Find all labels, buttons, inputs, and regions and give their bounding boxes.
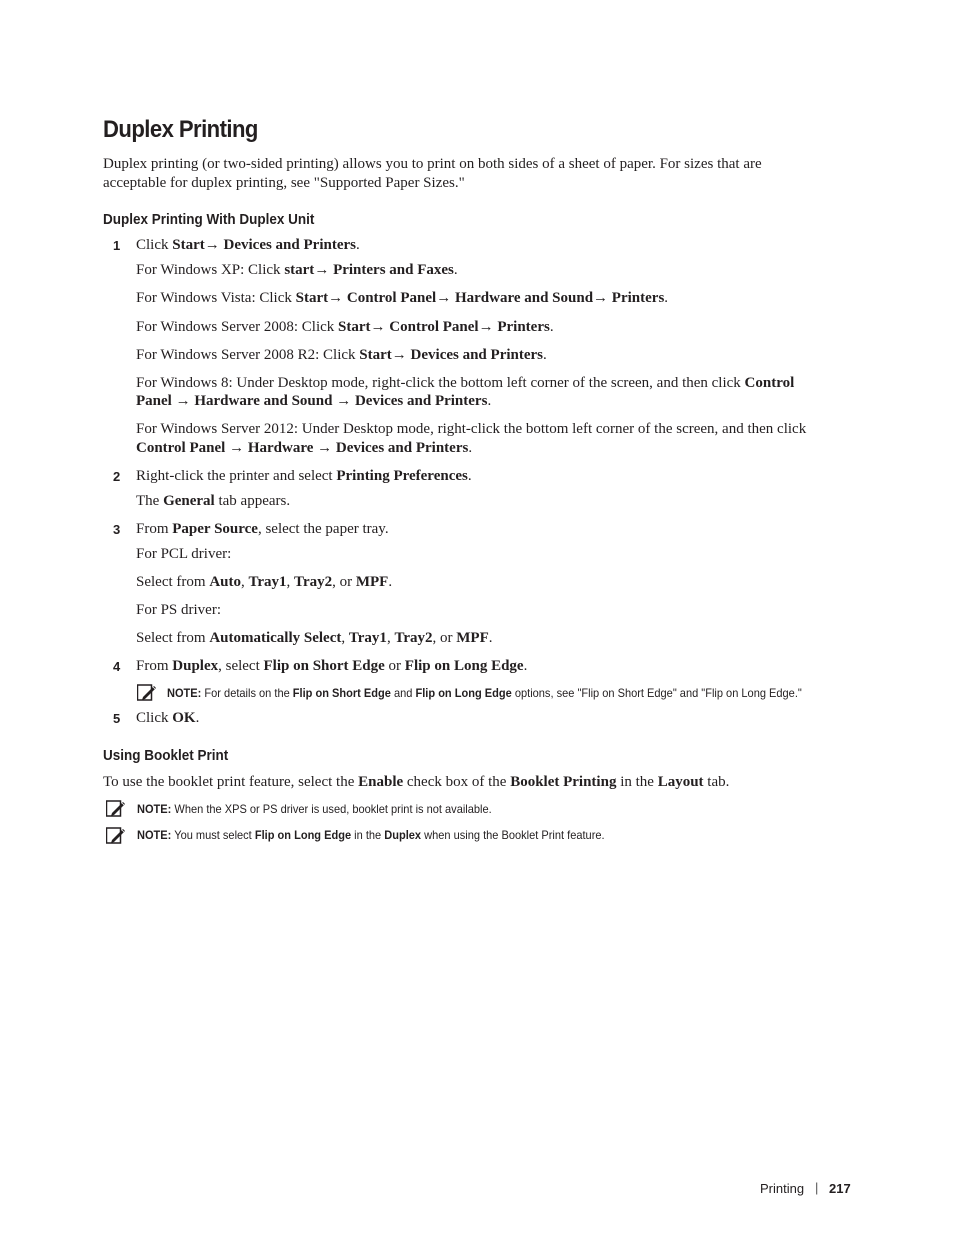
ps-driver-options: Select from Automatically Select, Tray1, Tray2, or MPF. [136, 630, 493, 646]
windows-xp-instruction: For Windows XP: Click start→ Printers and Faxes. [136, 262, 458, 278]
step-5-text: Click OK. [136, 710, 200, 726]
step-number-2: 2 [113, 469, 121, 484]
windows-server-2012-instruction-line-1: For Windows Server 2012: Under Desktop mode, right-click the bottom left corner of the screen, and then click [136, 421, 807, 437]
windows-8-instruction-line-1: For Windows 8: Under Desktop mode, right-click the bottom left corner of the screen, and then click Control [136, 375, 795, 391]
footer-separator: | [815, 1180, 819, 1195]
section-heading-duplex-unit: Duplex Printing With Duplex Unit [103, 211, 315, 228]
step-number-3: 3 [113, 522, 121, 537]
intro-line-2: acceptable for duplex printing, see "Supported Paper Sizes." [103, 175, 465, 191]
pencil-note-icon [137, 684, 157, 702]
step-4-text: From Duplex, select Flip on Short Edge or Flip on Long Edge. [136, 658, 528, 674]
intro-line-1: Duplex printing (or two-sided printing) allows you to print on both sides of a sheet of paper. For sizes that are [103, 156, 762, 172]
pencil-note-icon [106, 827, 126, 845]
step-3-text: From Paper Source, select the paper tray. [136, 521, 389, 537]
section-heading-booklet-print: Using Booklet Print [103, 747, 229, 764]
page-title: Duplex Printing [103, 116, 258, 143]
windows-8-instruction-line-2: Panel → Hardware and Sound → Devices and Printers. [136, 393, 492, 409]
note-flip-long-edge: NOTE: You must select Flip on Long Edge in the Duplex when using the Booklet Print feature. [137, 828, 605, 842]
step-1-text: Click Start→ Devices and Printers. [136, 237, 360, 253]
pencil-note-icon [106, 800, 126, 818]
booklet-instruction: To use the booklet print feature, select the Enable check box of the Booklet Printing in the Layout tab. [103, 774, 730, 790]
windows-vista-instruction: For Windows Vista: Click Start→ Control Panel→ Hardware and Sound→ Printers. [136, 290, 669, 306]
windows-server-2008-instruction: For Windows Server 2008: Click Start→ Control Panel→ Printers. [136, 319, 554, 335]
step-number-5: 5 [113, 711, 121, 726]
pcl-driver-label: For PCL driver: [136, 546, 232, 562]
step-number-1: 1 [113, 238, 121, 253]
footer-section-name: Printing [760, 1181, 805, 1196]
general-tab-text: The General tab appears. [136, 493, 291, 509]
page-number: 217 [829, 1181, 851, 1196]
step-number-4: 4 [113, 659, 121, 674]
note-xps-ps-driver: NOTE: When the XPS or PS driver is used, booklet print is not available. [137, 802, 492, 816]
pcl-driver-options: Select from Auto, Tray1, Tray2, or MPF. [136, 574, 393, 590]
windows-server-2008-r2-instruction: For Windows Server 2008 R2: Click Start→ Devices and Printers. [136, 347, 547, 363]
ps-driver-label: For PS driver: [136, 602, 222, 618]
note-flip-options: NOTE: For details on the Flip on Short Edge and Flip on Long Edge options, see "Flip on Short Edge" and "Flip on Long Edge." [167, 686, 802, 700]
windows-server-2012-instruction-line-2: Control Panel → Hardware → Devices and Printers. [136, 440, 473, 456]
step-2-text: Right-click the printer and select Printing Preferences. [136, 468, 472, 484]
